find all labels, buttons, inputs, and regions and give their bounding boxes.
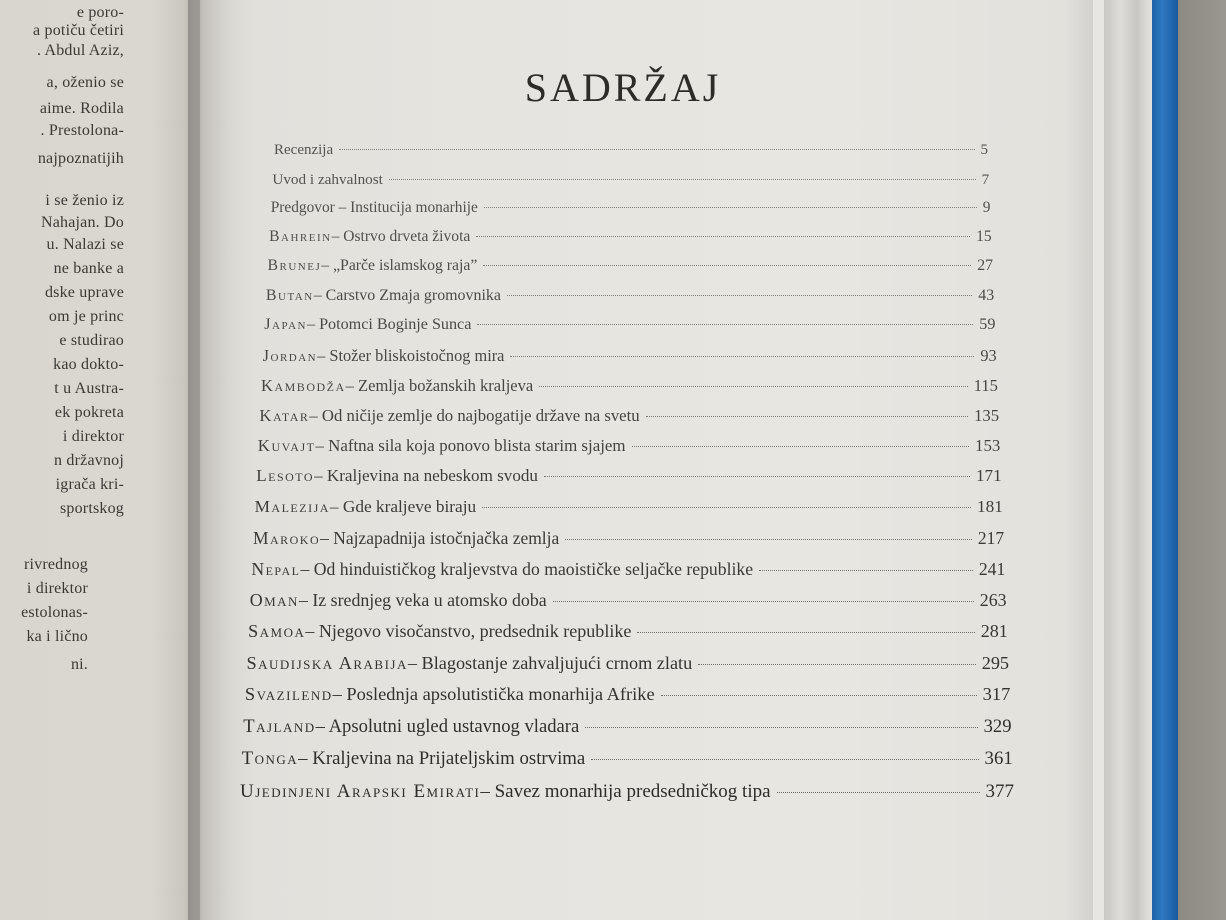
toc-entry xyxy=(258,436,1001,456)
toc-entry xyxy=(255,497,1003,517)
toc-entry-country: Japan xyxy=(264,316,307,334)
toc-entry-title: – Stožer bliskoistočnog mira xyxy=(317,345,505,365)
blue-cover-spine xyxy=(1152,0,1178,920)
toc-leader-line xyxy=(698,664,976,665)
toc-leader-line xyxy=(585,727,977,728)
toc-entry xyxy=(259,406,999,426)
toc-entry-title: – „Parče islamskog raja” xyxy=(321,257,478,275)
left-page-text-line: estolonas- xyxy=(21,604,88,621)
toc-leader-line xyxy=(510,356,974,357)
toc-entry-country: Nepal xyxy=(251,558,301,579)
left-page-text-line: i direktor xyxy=(26,580,88,597)
toc-entry-title: – Njegovo visočanstvo, predsednik republike xyxy=(305,621,632,642)
toc-entry xyxy=(261,376,998,396)
toc-entry-country: Saudijska Arabija xyxy=(246,652,408,673)
toc-entry xyxy=(271,199,991,217)
table-background xyxy=(1178,0,1226,920)
toc-entry-title: – Poslednja apsolutistička monarhija Afrike xyxy=(332,684,655,705)
left-page-text-line: om je princ xyxy=(48,308,124,325)
toc-entry xyxy=(245,684,1010,705)
left-page-text-line: najpoznatijih xyxy=(37,150,124,167)
toc-page-number: 181 xyxy=(976,497,1003,517)
toc-entry xyxy=(240,781,1014,803)
toc-entry xyxy=(266,287,994,305)
toc-entry xyxy=(248,621,1008,642)
toc-page-number: 93 xyxy=(980,345,997,365)
left-page-text-line: sportskog xyxy=(59,500,124,517)
left-page-text-line: n državnoj xyxy=(54,452,124,469)
toc-leader-line xyxy=(646,416,968,417)
toc-entry xyxy=(246,653,1009,674)
toc-leader-line xyxy=(661,695,977,696)
toc-entry xyxy=(243,716,1011,738)
toc-page-number: 59 xyxy=(979,316,996,334)
toc-entry-title: – Od ničije zemlje do najbogatije države na svetu xyxy=(309,405,640,425)
toc-page-number: 263 xyxy=(979,589,1007,610)
left-page-text-line: t u Austra- xyxy=(54,380,124,397)
left-page-text-line: ni. xyxy=(70,656,88,673)
left-page-text-line: dske uprave xyxy=(44,284,124,301)
left-page-text-line: kao dokto- xyxy=(53,356,124,373)
toc-entry-country: Tajland xyxy=(243,716,316,738)
toc-entry-country: Lesoto xyxy=(256,466,315,486)
toc-entry-country: Malezija xyxy=(254,497,330,517)
left-page-text-line: igrača kri- xyxy=(55,476,124,493)
page-title: SADRŽAJ xyxy=(524,65,722,110)
toc-page-number: 5 xyxy=(980,142,988,158)
toc-entry-title: – Apsolutni ugled ustavnog vladara xyxy=(315,716,580,738)
toc-leader-line xyxy=(482,507,971,508)
toc-entry-country: Brunej xyxy=(267,257,322,275)
toc-leader-line xyxy=(507,295,972,296)
left-page-text-line: a potiču četiri xyxy=(33,22,124,39)
toc-page-number: 9 xyxy=(982,199,991,217)
toc-page-number: 135 xyxy=(974,405,1000,425)
toc-entry-country: Tonga xyxy=(241,748,299,770)
toc-entry xyxy=(242,748,1013,770)
toc-entry-title: – Gde kraljeve biraju xyxy=(329,497,477,517)
left-page-text-line: . Prestolona- xyxy=(40,122,124,139)
left-page-text-line: ne banke a xyxy=(53,260,124,277)
left-page-text-line: e poro- xyxy=(76,4,124,21)
toc-leader-line xyxy=(544,476,970,477)
toc-leader-line xyxy=(476,236,970,237)
toc-entry-country: Kuvajt xyxy=(257,436,316,456)
toc-page-number: 377 xyxy=(985,780,1014,802)
toc-page-number: 329 xyxy=(983,716,1012,738)
toc-entry-country: Bahrein xyxy=(269,228,332,246)
left-page-text-line: Nahajan. Do xyxy=(40,214,124,231)
book-gutter-shadow xyxy=(188,0,228,920)
toc-entry-country: Oman xyxy=(249,589,299,610)
toc-entry xyxy=(256,466,1001,486)
toc-entry-title: Uvod i zahvalnost xyxy=(272,170,383,188)
left-page-text-line: i direktor xyxy=(62,428,124,445)
toc-entry xyxy=(264,316,995,334)
toc-entry-country: Butan xyxy=(265,286,314,304)
toc-entry-country: Svazilend xyxy=(244,684,333,705)
toc-leader-line xyxy=(591,759,978,760)
toc-page-number: 317 xyxy=(982,684,1011,705)
left-page-text-line: rivrednog xyxy=(23,556,88,573)
toc-page-number: 171 xyxy=(975,466,1002,486)
toc-entry-title: – Zemlja božanskih kraljeva xyxy=(345,375,534,395)
toc-page-number: 281 xyxy=(980,621,1008,642)
toc-leader-line xyxy=(777,792,980,793)
toc-leader-line xyxy=(553,601,974,602)
toc-entry-country: Kambodža xyxy=(261,375,346,395)
toc-leader-line xyxy=(339,149,974,150)
toc-entry-title: – Ostrvo drveta života xyxy=(331,228,471,246)
left-facing-page xyxy=(0,0,200,920)
toc-leader-line xyxy=(759,570,973,571)
toc-entry-title: – Iz srednjeg veka u atomsko doba xyxy=(298,589,547,610)
toc-leader-line xyxy=(565,539,972,540)
toc-entry-country: Jordan xyxy=(262,345,318,365)
left-page-text-line: . Abdul Aziz, xyxy=(36,42,124,59)
toc-entry-title: Recenzija xyxy=(274,142,334,158)
toc-entry-title: – Naftna sila koja ponovo blista starim sjajem xyxy=(315,436,626,456)
toc-leader-line xyxy=(637,632,974,633)
toc-leader-line xyxy=(483,265,971,266)
toc-entry-title: – Blagostanje zahvaljujući crnom zlatu xyxy=(407,652,693,673)
toc-entry xyxy=(251,559,1005,580)
toc-entry xyxy=(274,142,988,159)
toc-page-number: 7 xyxy=(981,170,990,188)
toc-entry-country: Katar xyxy=(259,405,310,425)
toc-page-number: 15 xyxy=(976,228,992,246)
toc-page-number: 153 xyxy=(975,436,1001,456)
left-page-text-line: ek pokreta xyxy=(54,404,124,421)
toc-leader-line xyxy=(539,386,967,387)
toc-entry xyxy=(250,590,1007,611)
toc-page-number: 217 xyxy=(977,527,1005,548)
toc-entry xyxy=(268,257,993,275)
toc-entry-country: Ujedinjeni Arapski Emirati xyxy=(240,780,481,802)
toc-entry-title: – Najzapadnija istočnjačka zemlja xyxy=(320,527,560,548)
toc-leader-line xyxy=(477,324,973,325)
toc-entry-country: Maroko xyxy=(252,527,321,548)
left-page-text-line: ka i lično xyxy=(26,628,88,645)
toc-entry xyxy=(253,528,1004,549)
toc-leader-line xyxy=(484,207,977,208)
toc-page-number: 295 xyxy=(981,652,1010,673)
toc-page-number: 43 xyxy=(978,286,995,304)
left-page-text-line: e studirao xyxy=(59,332,124,349)
toc-entry-title: – Kraljevina na nebeskom svodu xyxy=(314,466,538,486)
toc-entry xyxy=(272,171,989,189)
toc-leader-line xyxy=(389,179,976,180)
toc-page-number: 27 xyxy=(977,257,993,275)
toc-entry-title: – Savez monarhija predsedničkog tipa xyxy=(480,780,771,802)
toc-entry xyxy=(269,228,992,246)
toc-leader-line xyxy=(632,446,969,447)
left-page-text-line: a, oženio se xyxy=(46,74,124,91)
left-page-text-line: i se ženio iz xyxy=(45,192,124,209)
toc-entry-title: Predgovor – Institucija monarhije xyxy=(270,199,478,217)
toc-entry-title: – Kraljevina na Prijateljskim ostrvima xyxy=(298,748,586,770)
toc-page-number: 361 xyxy=(984,748,1013,770)
toc-entry xyxy=(263,346,997,366)
toc-page-number: 241 xyxy=(978,558,1006,579)
toc-entry-country: Samoa xyxy=(248,621,306,642)
toc-entry-title: – Od hinduističkog kraljevstva do maoističke seljačke republike xyxy=(300,558,754,579)
toc-entry-title: – Potomci Boginje Sunca xyxy=(307,316,472,334)
left-page-text-line: u. Nalazi se xyxy=(46,236,124,253)
toc-page-number: 115 xyxy=(973,375,998,395)
left-page-text-line: aime. Rodila xyxy=(39,100,124,117)
toc-entry-title: – Carstvo Zmaja gromovnika xyxy=(313,286,501,304)
